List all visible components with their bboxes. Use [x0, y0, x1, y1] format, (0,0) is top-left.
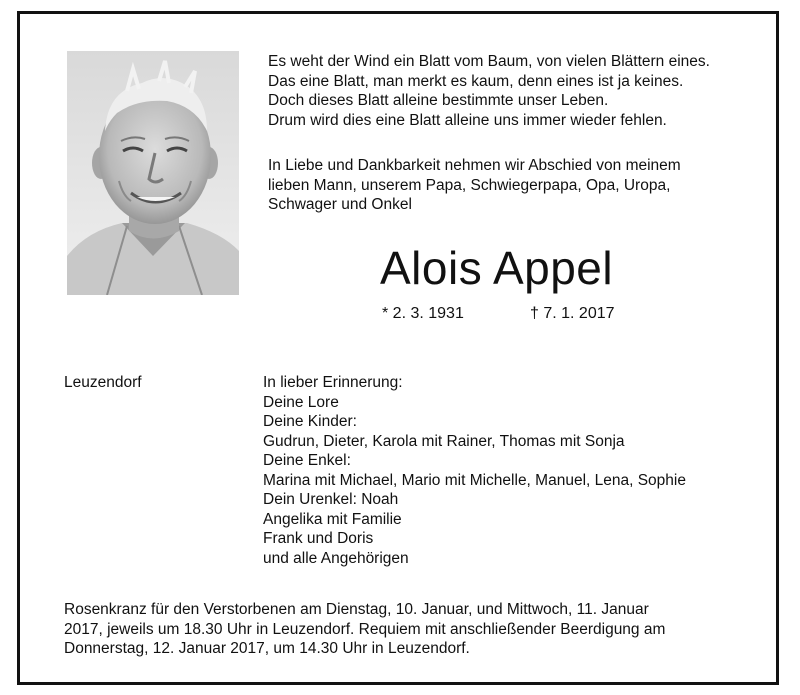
mourner-line: Dein Urenkel: Noah — [263, 491, 399, 508]
intro-line: lieben Mann, unserem Papa, Schwiegerpapa, Opa, Uropa, — [268, 176, 671, 194]
poem — [268, 52, 710, 130]
portrait-photo — [67, 51, 239, 295]
intro-line: In Liebe und Dankbarkeit nehmen wir Abschied von meinem — [268, 157, 681, 174]
service-notice — [64, 600, 665, 659]
poem-line: Doch dieses Blatt alleine bestimmte unser Leben. — [268, 92, 609, 109]
mourner-line: In lieber Erinnerung: — [263, 374, 403, 391]
intro-line: Schwager und Onkel — [268, 196, 412, 213]
notice-line: 2017, jeweils um 18.30 Uhr in Leuzendorf. Requiem mit anschließender Beerdigung am — [64, 620, 666, 638]
mourners-list — [263, 373, 686, 568]
farewell-intro — [268, 156, 681, 215]
mourner-line: und alle Angehörigen — [263, 549, 409, 567]
birth-date: * 2. 3. 1931 — [382, 305, 464, 322]
notice-line: Donnerstag, 12. Januar 2017, um 14.30 Uhr in Leuzendorf. — [64, 640, 470, 657]
poem-line: Das eine Blatt, man merkt es kaum, denn eines ist ja keines. — [268, 72, 684, 90]
poem-line: Es weht der Wind ein Blatt vom Baum, von vielen Blättern eines. — [268, 53, 710, 70]
mourner-line: Angelika mit Familie — [263, 510, 402, 528]
deceased-name: Alois Appel — [380, 242, 614, 294]
death-date: † 7. 1. 2017 — [530, 305, 615, 322]
mourner-line: Deine Enkel: — [263, 452, 351, 469]
obituary-frame — [17, 11, 779, 685]
poem-line: Drum wird dies eine Blatt alleine uns immer wieder fehlen. — [268, 111, 667, 129]
mourner-line: Gudrun, Dieter, Karola mit Rainer, Thomas mit Sonja — [263, 432, 625, 450]
mourner-line: Marina mit Michael, Mario mit Michelle, Manuel, Lena, Sophie — [263, 471, 686, 489]
mourner-line: Frank und Doris — [263, 530, 374, 547]
mourner-line: Deine Lore — [263, 393, 339, 411]
notice-line: Rosenkranz für den Verstorbenen am Dienstag, 10. Januar, und Mittwoch, 11. Januar — [64, 601, 649, 618]
place-of-residence: Leuzendorf — [64, 374, 142, 391]
mourner-line: Deine Kinder: — [263, 413, 357, 430]
